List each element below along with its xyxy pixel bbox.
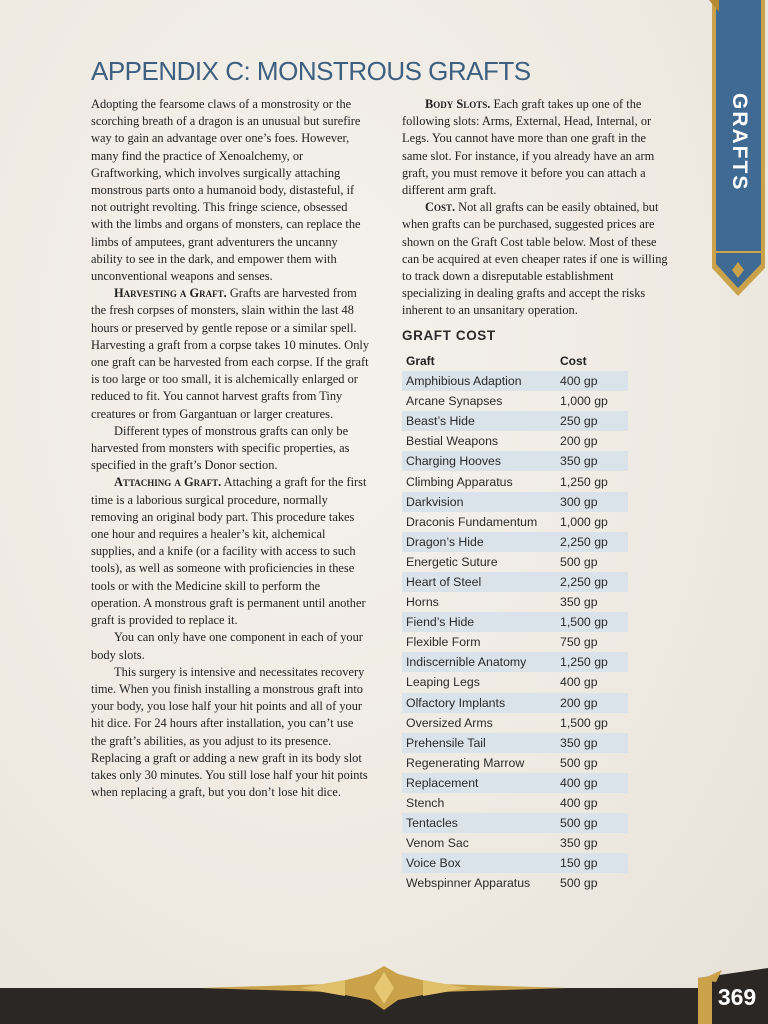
graft-cost-cell: 200 gp — [560, 434, 598, 449]
graft-name-cell: Heart of Steel — [402, 572, 556, 592]
graft-cost-cell: 350 gp — [560, 836, 598, 851]
graft-name-cell: Darkvision — [402, 492, 556, 512]
table-row — [402, 371, 628, 391]
chapter-tab-label: GRAFTS — [728, 92, 751, 192]
graft-cost-cell: 1,250 gp — [556, 652, 628, 672]
body-slot-paragraph: You can only have one component in each of your body slots. — [91, 630, 363, 662]
body-slots-heading: Body Slots. — [425, 97, 491, 111]
graft-cost-cell: 400 gp — [560, 675, 598, 690]
body-slots-text: Each graft takes up one of the following slots: Arms, External, Head, Internal, or Legs. You cannot have more than one graft in the same slot. For instance, if you already have an arm graft, you must remove it before you can attach a different arm graft. — [402, 97, 655, 198]
harvesting-heading: Harvesting a Graft. — [114, 286, 227, 301]
graft-cost-cell: 500 gp — [560, 755, 598, 770]
table-row — [402, 411, 628, 431]
graft-name-cell: Amphibious Adaption — [402, 371, 556, 391]
table-row — [402, 512, 628, 532]
table-row — [402, 833, 628, 853]
graft-cost-cell: 750 gp — [560, 635, 598, 650]
table-row — [402, 391, 628, 411]
graft-cost-cell: 2,250 gp — [556, 572, 628, 592]
graft-cost-cell: 1,000 gp — [560, 514, 608, 529]
graft-cost-cell: 200 gp — [556, 693, 628, 713]
table-title: GRAFT COST — [402, 328, 496, 343]
cost-text: Not all grafts can be easily obtained, but when grafts can be purchased, suggested prices are shown on the Graft Cost table below. Most of these can be acquired at even cheaper rates if one is willing to track down a disreputable establishment specializing in dealing grafts and accept the risks inherent to an unsanitary operation. — [402, 200, 668, 318]
graft-name-cell: Bestial Weapons — [406, 434, 499, 449]
attaching-heading: Attaching a Graft. — [114, 475, 222, 490]
table-row — [402, 431, 628, 451]
graft-name-cell: Charging Hooves — [402, 451, 556, 471]
table-row — [402, 793, 628, 813]
attaching-text: Attaching a graft for the first time is a laborious surgical procedure, normally removing an original body part. This procedure takes one hour and requires a healer’s kit, alchemical supplies, and a knife (or a facility with access to such tools), as well as someone with proficiencies in these tools or with the Medicine skill to perform the operation. A monstrous graft is permanent until another graft is provided to replace it. — [91, 475, 367, 628]
graft-cost-cell: 1,500 gp — [560, 715, 608, 730]
footer-ornament — [0, 966, 768, 1024]
table-row — [402, 592, 628, 612]
graft-name-cell: Oversized Arms — [406, 715, 493, 730]
table-row — [402, 451, 628, 471]
surgery-paragraph: This surgery is intensive and necessitates recovery time. When you finish installing a monstrous graft into your body, you lose half your hit points and all of your hit dice. For 24 hours after installation, you can’t use the graft’s abilities, as you adjust to its presence. Replacing a graft or adding a new graft in its body slot takes only 30 minutes. You still lose half your hit points when replacing a graft, but you don’t lose hit dice. — [91, 664, 368, 800]
graft-cost-table — [402, 351, 628, 893]
graft-name-cell: Replacement — [402, 773, 556, 793]
table-row — [402, 612, 628, 632]
intro-paragraph: Adopting the fearsome claws of a monstrosity or the scorching breath of a dragon is an unusual but surefire way to gain an advantage over one’s foes. However, many find the practice of Xenoalchemy, or Graftworking, which involves surgically attaching monstrous parts onto a humanoid body, distasteful, if not outright revolting. This fringe science, obsessed with the limbs and organs of monsters, can replace the limbs of amputees, grant adventurers the uncanny ability to see in the dark, and empower them with unconventional weapons and senses. — [91, 97, 361, 284]
harvesting-paragraph — [91, 285, 371, 423]
graft-cost-cell: 300 gp — [556, 492, 628, 512]
table-row — [402, 873, 628, 893]
cost-paragraph — [402, 199, 670, 319]
graft-name-cell: Fiend’s Hide — [402, 612, 556, 632]
graft-name-cell: Stench — [406, 796, 445, 811]
column-header-cost: Cost — [560, 354, 587, 368]
graft-cost-cell: 1,250 gp — [560, 474, 608, 489]
table-row — [402, 753, 628, 773]
graft-cost-cell: 1,500 gp — [556, 612, 628, 632]
graft-cost-cell: 2,250 gp — [556, 532, 628, 552]
graft-name-cell: Beast’s Hide — [402, 411, 556, 431]
graft-cost-cell: 350 gp — [560, 595, 598, 610]
graft-name-cell: Webspinner Apparatus — [406, 876, 531, 891]
body-slots-paragraph — [402, 96, 670, 199]
cost-heading: Cost. — [425, 200, 456, 215]
table-row — [402, 532, 628, 552]
table-row — [402, 492, 628, 512]
table-row — [402, 813, 628, 833]
graft-name-cell: Tentacles — [402, 813, 556, 833]
graft-cost-cell: 500 gp — [560, 554, 598, 569]
table-row — [402, 471, 628, 491]
graft-cost-cell: 500 gp — [556, 813, 628, 833]
table-row — [402, 853, 628, 873]
graft-name-cell: Arcane Synapses — [406, 394, 503, 409]
table-row — [402, 632, 628, 652]
graft-name-cell: Olfactory Implants — [402, 693, 556, 713]
graft-cost-cell: 350 gp — [556, 451, 628, 471]
column-header-graft: Graft — [406, 354, 435, 368]
table-row — [402, 672, 628, 692]
graft-name-cell: Indiscernible Anatomy — [402, 652, 556, 672]
left-column — [91, 96, 371, 801]
donor-paragraph: Different types of monstrous grafts can only be harvested from monsters with specific properties, as specified in the graft’s Donor section. — [91, 423, 350, 473]
graft-name-cell: Flexible Form — [406, 635, 481, 650]
table-row — [402, 572, 628, 592]
harvesting-text: Grafts are harvested from the fresh corpses of monsters, slain within the last 48 hours or preserved by gentle repose or a similar spell. Harvesting a graft from a corpse takes 10 minutes. Only one graft can be harvested from each corpse. If the graft is too large or too small, it is alchemically enlarged or reduced to fit. You cannot harvest grafts from Tiny creatures or from Gargantuan or larger creatures. — [91, 286, 370, 421]
graft-name-cell: Prehensile Tail — [402, 733, 556, 753]
graft-name-cell: Voice Box — [402, 853, 556, 873]
right-column — [402, 96, 670, 320]
graft-name-cell: Regenerating Marrow — [406, 755, 525, 770]
graft-name-cell: Energetic Suture — [406, 554, 498, 569]
graft-name-cell: Venom Sac — [406, 836, 469, 851]
page-title: APPENDIX C: MONSTROUS GRAFTS — [91, 56, 531, 86]
table-row — [402, 652, 628, 672]
graft-name-cell: Dragon’s Hide — [402, 532, 556, 552]
table-row — [402, 733, 628, 753]
graft-cost-cell: 400 gp — [560, 796, 598, 811]
table-row — [402, 773, 628, 793]
graft-cost-cell: 400 gp — [556, 371, 628, 391]
table-header-row — [402, 351, 628, 371]
graft-name-cell: Draconis Fundamentum — [406, 514, 538, 529]
table-row — [402, 713, 628, 733]
graft-cost-cell: 500 gp — [560, 876, 598, 891]
attaching-paragraph — [91, 474, 371, 629]
graft-cost-cell: 150 gp — [556, 853, 628, 873]
graft-cost-cell: 1,000 gp — [560, 394, 608, 409]
table-body — [402, 371, 628, 893]
graft-cost-cell: 250 gp — [556, 411, 628, 431]
graft-name-cell: Leaping Legs — [406, 675, 480, 690]
table-row — [402, 693, 628, 713]
graft-cost-cell: 400 gp — [556, 773, 628, 793]
graft-name-cell: Climbing Apparatus — [406, 474, 513, 489]
table-row — [402, 552, 628, 572]
graft-name-cell: Horns — [406, 595, 439, 610]
page-number: 369 — [717, 984, 757, 1010]
graft-cost-cell: 350 gp — [556, 733, 628, 753]
